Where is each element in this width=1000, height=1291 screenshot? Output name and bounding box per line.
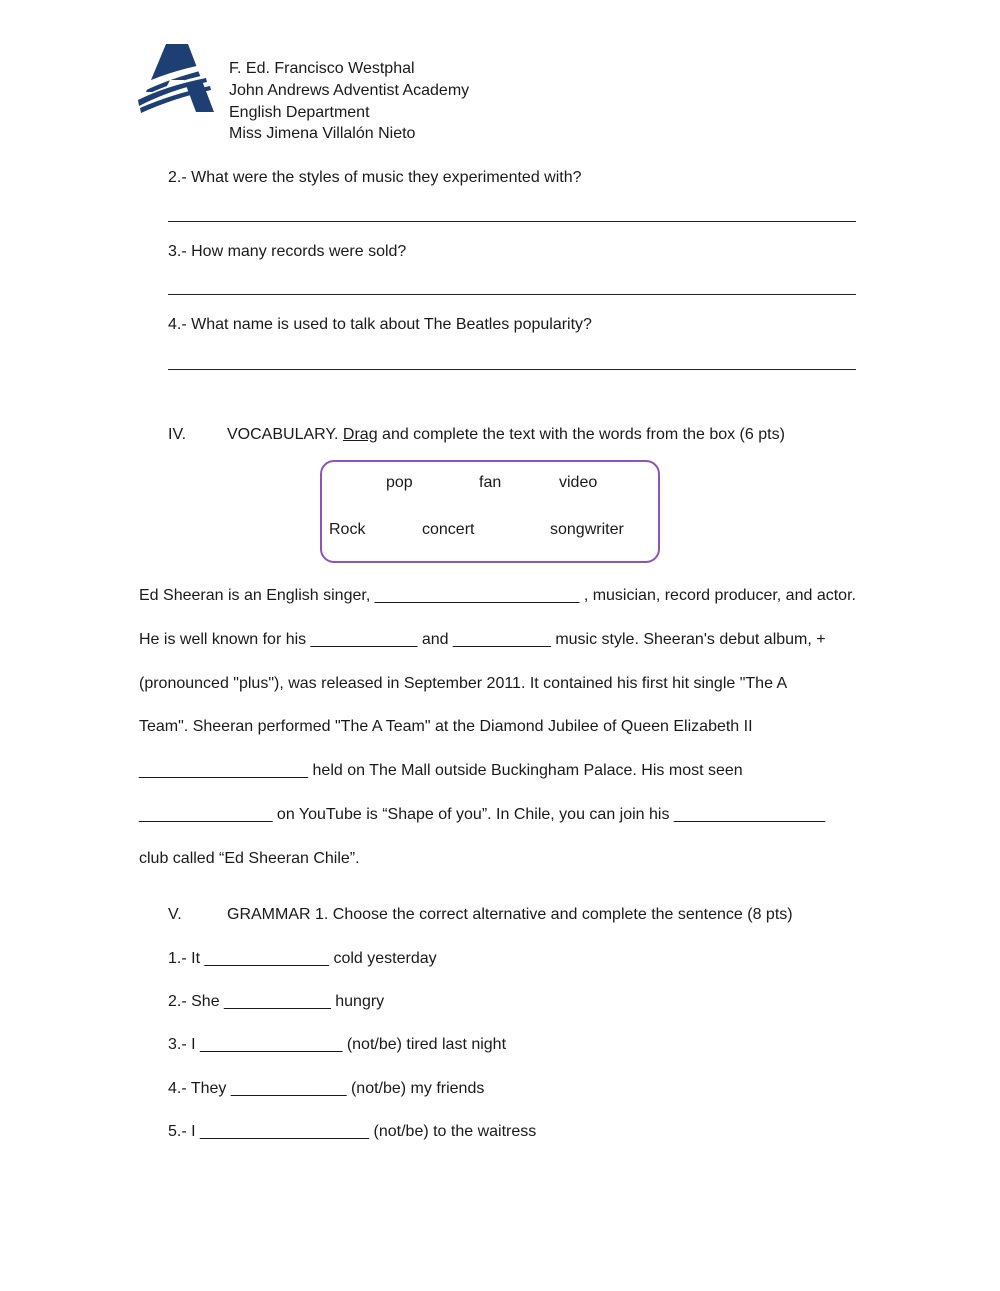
vocab-section-number: IV. [168,426,187,443]
answer-line-3[interactable] [168,294,856,295]
answer-line-4[interactable] [168,369,856,370]
word-fan[interactable]: fan [479,474,502,491]
academy-logo-icon [136,42,218,114]
word-rock[interactable]: Rock [329,521,366,538]
vocab-section-title [227,426,785,444]
grammar-section-number: V. [168,906,182,923]
question-2: 2.- What were the styles of music they experimented with? [168,169,582,186]
vocab-title-drag: Drag [342,426,378,443]
vocab-title-pre: VOCABULARY. [227,426,343,443]
word-video[interactable]: video [559,474,598,491]
paragraph-line-1: Ed Sheeran is an English singer, _______________________ , musician, record producer, and actor. [139,587,856,604]
question-3: 3.- How many records were sold? [168,243,407,260]
word-songwriter[interactable]: songwriter [550,521,624,538]
grammar-item-5: 5.- I ___________________ (not/be) to the waitress [168,1123,537,1140]
paragraph-line-3: (pronounced "plus"), was released in September 2011. It contained his first hit single "The A [139,675,788,692]
word-pop[interactable]: pop [386,474,413,491]
header-teacher-2: Miss Jimena Villalón Nieto [229,125,416,142]
paragraph-line-2: He is well known for his ____________ and ___________ music style. Sheeran's debut album, + [139,631,826,648]
word-box [320,460,660,563]
question-4: 4.- What name is used to talk about The Beatles popularity? [168,316,592,333]
header-department: English Department [229,104,370,121]
vocab-title-post: and complete the text with the words from the box (6 pts) [377,426,785,443]
paragraph-line-7: club called “Ed Sheeran Chile”. [139,850,360,867]
header-teacher: F. Ed. Francisco Westphal [229,60,415,77]
header-school: John Andrews Adventist Academy [229,82,470,99]
answer-line-2[interactable] [168,221,856,222]
paragraph-line-5: ___________________ held on The Mall outside Buckingham Palace. His most seen [139,762,743,779]
grammar-item-1: 1.- It ______________ cold yesterday [168,950,437,967]
word-concert[interactable]: concert [422,521,475,538]
grammar-item-4: 4.- They _____________ (not/be) my friends [168,1080,485,1097]
paragraph-line-6: _______________ on YouTube is “Shape of you”. In Chile, you can join his _________________ [139,806,826,823]
grammar-item-2: 2.- She ____________ hungry [168,993,385,1010]
grammar-item-3: 3.- I ________________ (not/be) tired last night [168,1036,507,1053]
grammar-section-title: GRAMMAR 1. Choose the correct alternative and complete the sentence (8 pts) [227,906,793,923]
paragraph-line-4: Team". Sheeran performed "The A Team" at the Diamond Jubilee of Queen Elizabeth II [139,718,753,735]
